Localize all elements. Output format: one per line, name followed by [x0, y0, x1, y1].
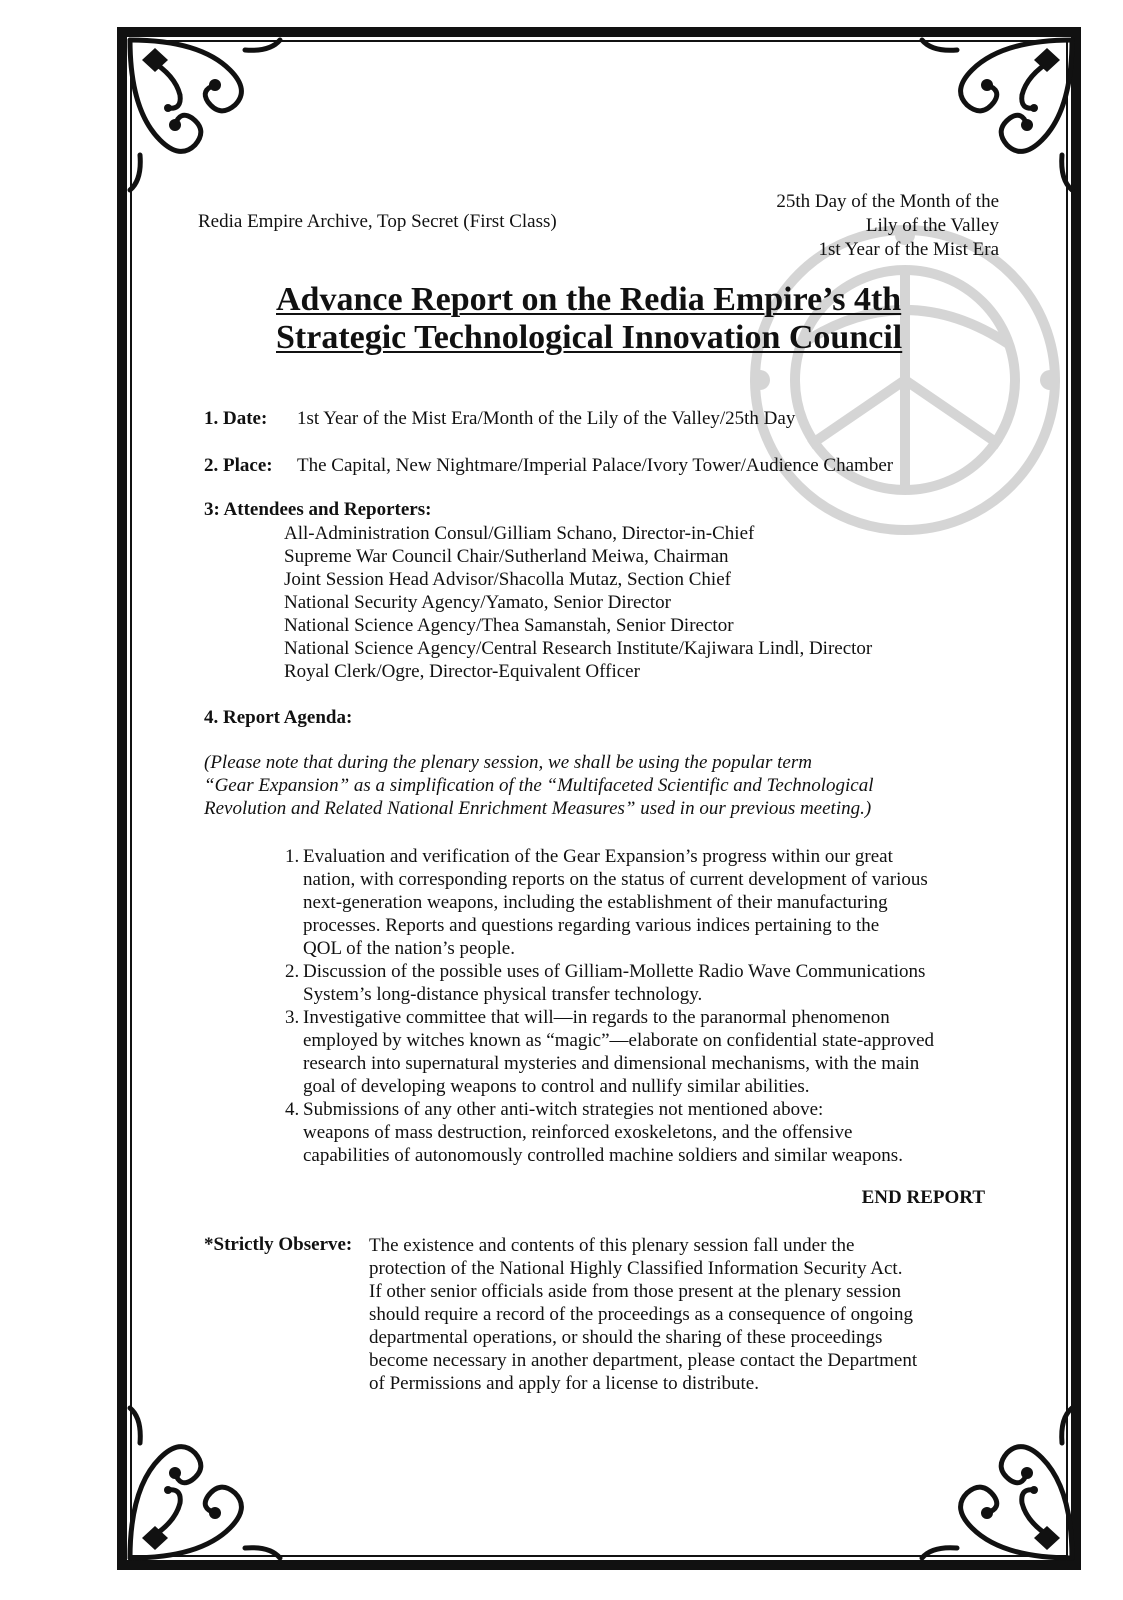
strictly-observe-label: *Strictly Observe:: [204, 1234, 353, 1255]
agenda-item: [285, 960, 934, 1006]
observe-line: protection of the National Highly Classified Information Security Act.: [369, 1258, 903, 1279]
agenda-item-number: 2.: [285, 961, 300, 982]
observe-line: should require a record of the proceedings as a consequence of ongoing: [369, 1304, 913, 1325]
agenda-list: [285, 845, 934, 1167]
document-date: [776, 190, 999, 262]
place-item: [204, 455, 893, 477]
agenda-item-line: research into supernatural mysteries and dimensional mechanisms, with the main: [303, 1053, 920, 1074]
agenda-heading: 4. Report Agenda:: [204, 707, 353, 728]
date-value: 1st Year of the Mist Era/Month of the Lily of the Valley/25th Day: [297, 408, 796, 429]
agenda-item: [285, 845, 934, 960]
agenda-item-line: QOL of the nation’s people.: [303, 938, 515, 959]
agenda-item-line: next-generation weapons, including the establishment of their manufacturing: [303, 892, 888, 913]
attendee-entry: National Science Agency/Central Research Institute/Kajiwara Lindl, Director: [284, 638, 873, 659]
document-date-line: 1st Year of the Mist Era: [818, 239, 999, 260]
attendee-entry: Joint Session Head Advisor/Shacolla Mutaz, Section Chief: [284, 569, 731, 590]
observe-line: of Permissions and apply for a license to distribute.: [369, 1373, 759, 1394]
agenda-note-line: (Please note that during the plenary session, we shall be using the popular term: [204, 752, 812, 773]
place-label: 2. Place:: [204, 455, 273, 476]
observe-line: If other senior officials aside from those present at the plenary session: [369, 1281, 902, 1302]
agenda-note: [204, 751, 874, 820]
agenda-item-line: nation, with corresponding reports on the status of current development of various: [303, 869, 928, 890]
agenda-item-number: 1.: [285, 846, 300, 867]
corner-flourish-icon: [912, 1398, 1082, 1568]
date-item: [204, 408, 795, 430]
agenda-item: [285, 1006, 934, 1098]
document-date-line: 25th Day of the Month of the: [776, 191, 999, 212]
agenda-item-line: Submissions of any other anti-witch strategies not mentioned above:: [303, 1099, 824, 1120]
observe-line: become necessary in another department, please contact the Department: [369, 1350, 918, 1371]
agenda-item-line: goal of developing weapons to control and nullify similar abilities.: [303, 1076, 810, 1097]
corner-flourish-icon: [120, 30, 290, 200]
attendee-entry: National Security Agency/Yamato, Senior Director: [284, 592, 671, 613]
agenda-item-line: employed by witches known as “magic”—elaborate on confidential state-approved: [303, 1030, 934, 1051]
attendees-heading: 3: Attendees and Reporters:: [204, 499, 432, 520]
strictly-observe-text: [369, 1234, 917, 1395]
agenda-item: [285, 1098, 934, 1167]
place-value: The Capital, New Nightmare/Imperial Palace/Ivory Tower/Audience Chamber: [297, 455, 894, 476]
imperial-emblem-watermark-icon: [740, 215, 1070, 545]
document-title: [276, 281, 902, 357]
corner-flourish-icon: [912, 30, 1082, 200]
document-title-line: Strategic Technological Innovation Council: [276, 319, 903, 356]
agenda-item-line: System’s long-distance physical transfer technology.: [303, 984, 703, 1005]
agenda-item-number: 4.: [285, 1099, 300, 1120]
agenda-item-line: processes. Reports and questions regarding various indices pertaining to the: [303, 915, 880, 936]
attendee-entry: Royal Clerk/Ogre, Director-Equivalent Officer: [284, 661, 640, 682]
corner-flourish-icon: [120, 1398, 290, 1568]
agenda-note-line: “Gear Expansion” as a simplification of the “Multifaceted Scientific and Technological: [204, 775, 874, 796]
agenda-item-line: capabilities of autonomously controlled machine soldiers and similar weapons.: [303, 1145, 903, 1166]
agenda-item-line: Investigative committee that will—in regards to the paranormal phenomenon: [303, 1007, 890, 1028]
observe-line: The existence and contents of this plenary session fall under the: [369, 1235, 855, 1256]
attendees-list: [284, 522, 872, 683]
attendee-entry: National Science Agency/Thea Samanstah, Senior Director: [284, 615, 734, 636]
agenda-item-line: Evaluation and verification of the Gear Expansion’s progress within our great: [303, 846, 893, 867]
agenda-item-line: Discussion of the possible uses of Gilliam-Mollette Radio Wave Communications: [303, 961, 926, 982]
agenda-item-number: 3.: [285, 1007, 300, 1028]
document-date-line: Lily of the Valley: [865, 215, 999, 236]
attendee-entry: Supreme War Council Chair/Sutherland Meiwa, Chairman: [284, 546, 729, 567]
end-report-label: END REPORT: [861, 1187, 985, 1208]
agenda-item-line: weapons of mass destruction, reinforced exoskeletons, and the offensive: [303, 1122, 853, 1143]
classification-line: Redia Empire Archive, Top Secret (First Class): [198, 211, 557, 232]
document-title-line: Advance Report on the Redia Empire’s 4th: [276, 281, 902, 318]
agenda-note-line: Revolution and Related National Enrichment Measures” used in our previous meeting.): [204, 798, 872, 819]
observe-line: departmental operations, or should the sharing of these proceedings: [369, 1327, 883, 1348]
attendee-entry: All-Administration Consul/Gilliam Schano, Director-in-Chief: [284, 523, 755, 544]
date-label: 1. Date:: [204, 408, 268, 429]
